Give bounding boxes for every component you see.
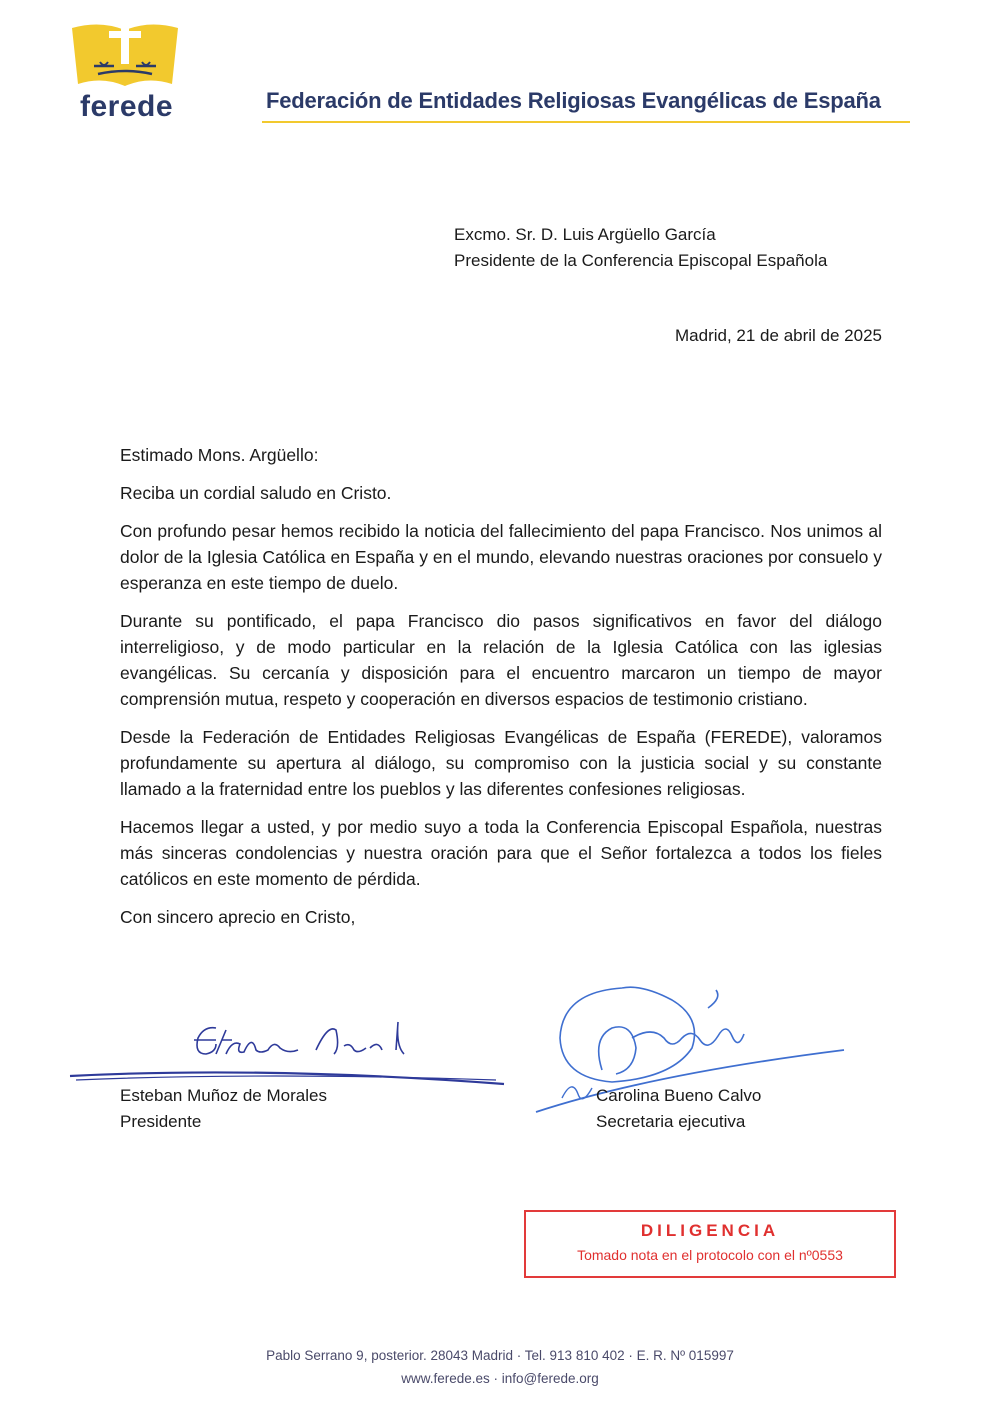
footer-address: Pablo Serrano 9, posterior. 28043 Madrid · Tel. 913 810 402 · E. R. Nº 015997: [266, 1348, 734, 1363]
signatory-name: Carolina Bueno Calvo: [596, 1086, 762, 1105]
body-paragraph: Reciba un cordial saludo en Cristo.: [120, 483, 392, 503]
body-paragraph: Desde la Federación de Entidades Religiosas Evangélicas de España (FEREDE), valoramos profundamente su apertura al diálogo, su compromiso con la justicia social y su constante llamado a la fraternidad entre los pueblos y las diferentes confesiones religiosas.: [120, 727, 882, 799]
signatory-role: Presidente: [120, 1112, 202, 1131]
letter-footer: [0, 1344, 1000, 1390]
signatory-right: [596, 1083, 761, 1135]
stamp-title: DILIGENCIA: [640, 1221, 780, 1240]
signatory-role: Secretaria ejecutiva: [596, 1112, 746, 1131]
recipient-block: [454, 222, 827, 274]
organization-name: Federación de Entidades Religiosas Evangélicas de España: [266, 88, 881, 113]
header-divider: [262, 121, 910, 123]
letter-date: Madrid, 21 de abril de 2025: [675, 326, 882, 345]
diligencia-stamp: [524, 1210, 896, 1278]
body-paragraph: Con profundo pesar hemos recibido la noticia del fallecimiento del papa Francisco. Nos unimos al dolor de la Iglesia Católica en España y en el mundo, elevando nuestras oraciones por consuelo y esperanza en este tiempo de duelo.: [120, 521, 882, 593]
letterhead: [0, 0, 1000, 130]
recipient-name: Excmo. Sr. D. Luis Argüello García: [454, 225, 716, 244]
salutation: Estimado Mons. Argüello:: [120, 445, 319, 465]
logo-wordmark: ferede: [80, 90, 174, 123]
closing-line: Con sincero aprecio en Cristo,: [120, 907, 356, 927]
ferede-logo: [70, 18, 180, 123]
footer-contact: www.ferede.es · info@ferede.org: [401, 1371, 599, 1386]
body-paragraph: Durante su pontificado, el papa Francisco dio pasos significativos en favor del diálogo interreligioso, y de modo particular en la relación de la Iglesia Católica con las iglesias evangélicas. Su cercanía y disposición para el encuentro marcaron un tiempo de mayor comprensión mutua, respeto y cooperación en diversos espacios de testimonio cristiano.: [120, 611, 882, 709]
body-paragraph: Hacemos llegar a usted, y por medio suyo a toda la Conferencia Episcopal Española, nuestras más sinceras condolencias y nuestra oración para que el Señor fortalezca a todos los fieles católicos en este momento de pérdida.: [120, 817, 882, 889]
stamp-note: Tomado nota en el protocolo con el nº0553: [577, 1247, 843, 1263]
signatory-left: [120, 1083, 327, 1135]
open-book-cross-icon: [70, 18, 180, 94]
signatory-name: Esteban Muñoz de Morales: [120, 1086, 327, 1105]
recipient-title: Presidente de la Conferencia Episcopal Española: [454, 251, 828, 270]
letter-body: [120, 442, 882, 942]
signature-left-handwriting: [66, 1010, 511, 1090]
